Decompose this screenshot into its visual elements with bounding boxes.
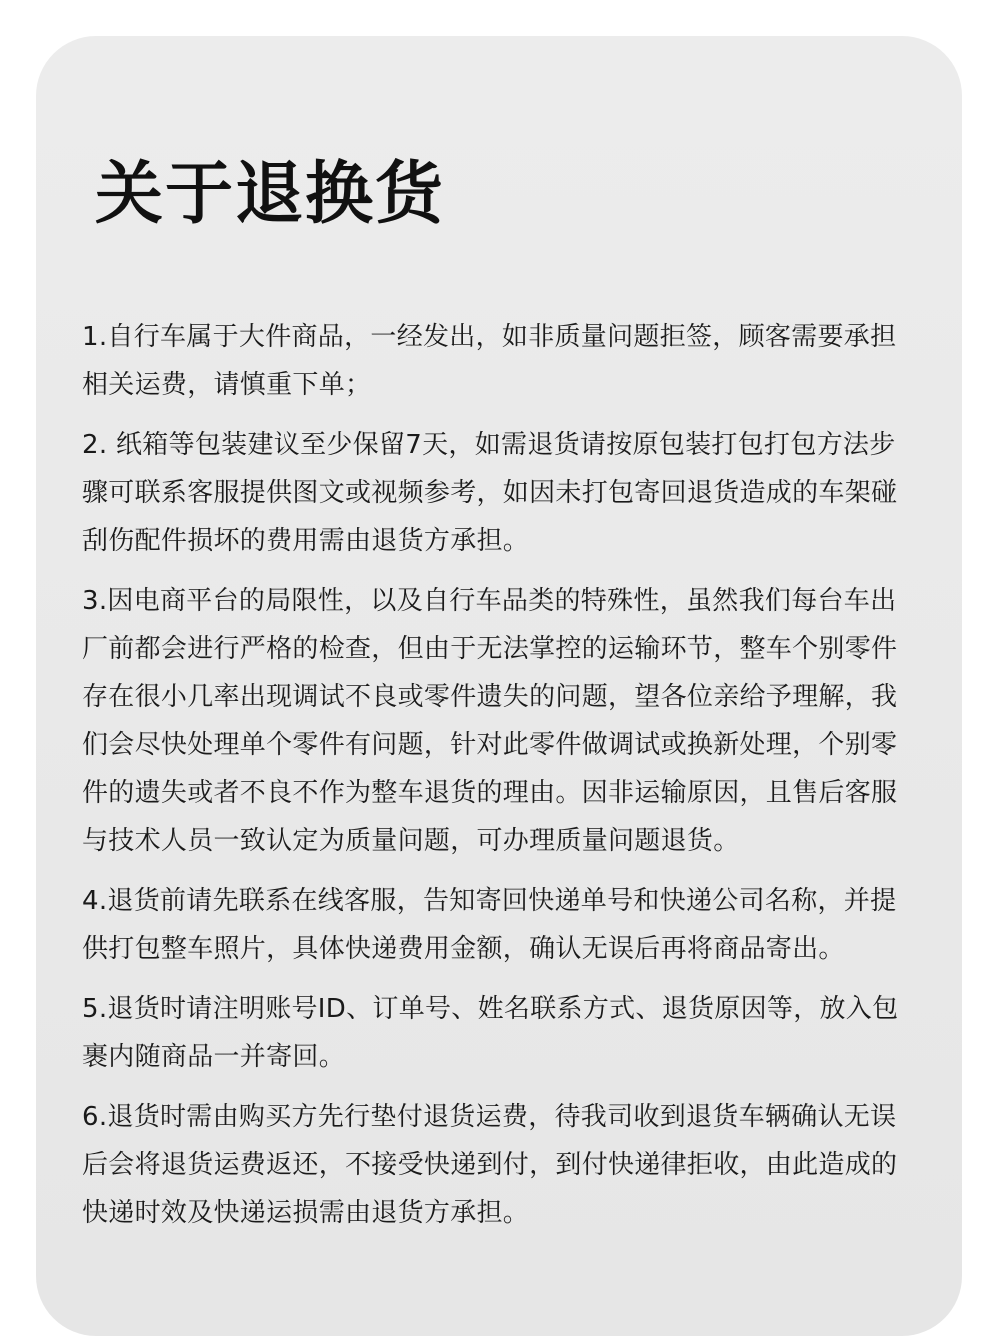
page-title: 关于退换货 [95, 155, 446, 234]
policy-item-3: 3.因电商平台的局限性，以及自行车品类的特殊性，虽然我们每台车出厂前都会进行严格的检查，但由于无法掌控的运输环节，整车个别零件存在很小几率出现调试不良或零件遗失的问题，望各位亲给予理解，我们会尽快处理单个零件有问题，针对此零件做调试或换新处理，个别零件的遗失或者不良不作为整车退货的理由。因非运输原因，且售后客服与技术人员一致认定为质量问题，可办理质量问题退货。 [82, 586, 898, 856]
policy-item-1: 1.自行车属于大件商品，一经发出，如非质量问题拒签，顾客需要承担相关运费，请慎重下单； [82, 322, 897, 400]
policy-item-5: 5.退货时请注明账号ID、订单号、姓名联系方式、退货原因等，放入包裹内随商品一并寄回。 [82, 994, 899, 1072]
policy-list [82, 313, 917, 1249]
policy-item-6: 6.退货时需由购买方先行垫付退货运费，待我司收到退货车辆确认无误后会将退货运费返还，不接受快递到付，到付快递律拒收，由此造成的快递时效及快递运损需由退货方承担。 [82, 1102, 898, 1228]
policy-item-4: 4.退货前请先联系在线客服，告知寄回快递单号和快递公司名称，并提供打包整车照片，具体快递费用金额，确认无误后再将商品寄出。 [82, 886, 897, 964]
policy-item-2: 2. 纸箱等包装建议至少保留7天，如需退货请按原包装打包打包方法步骤可联系客服提供图文或视频参考，如因未打包寄回退货造成的车架碰刮伤配件损坏的费用需由退货方承担。 [82, 430, 898, 556]
